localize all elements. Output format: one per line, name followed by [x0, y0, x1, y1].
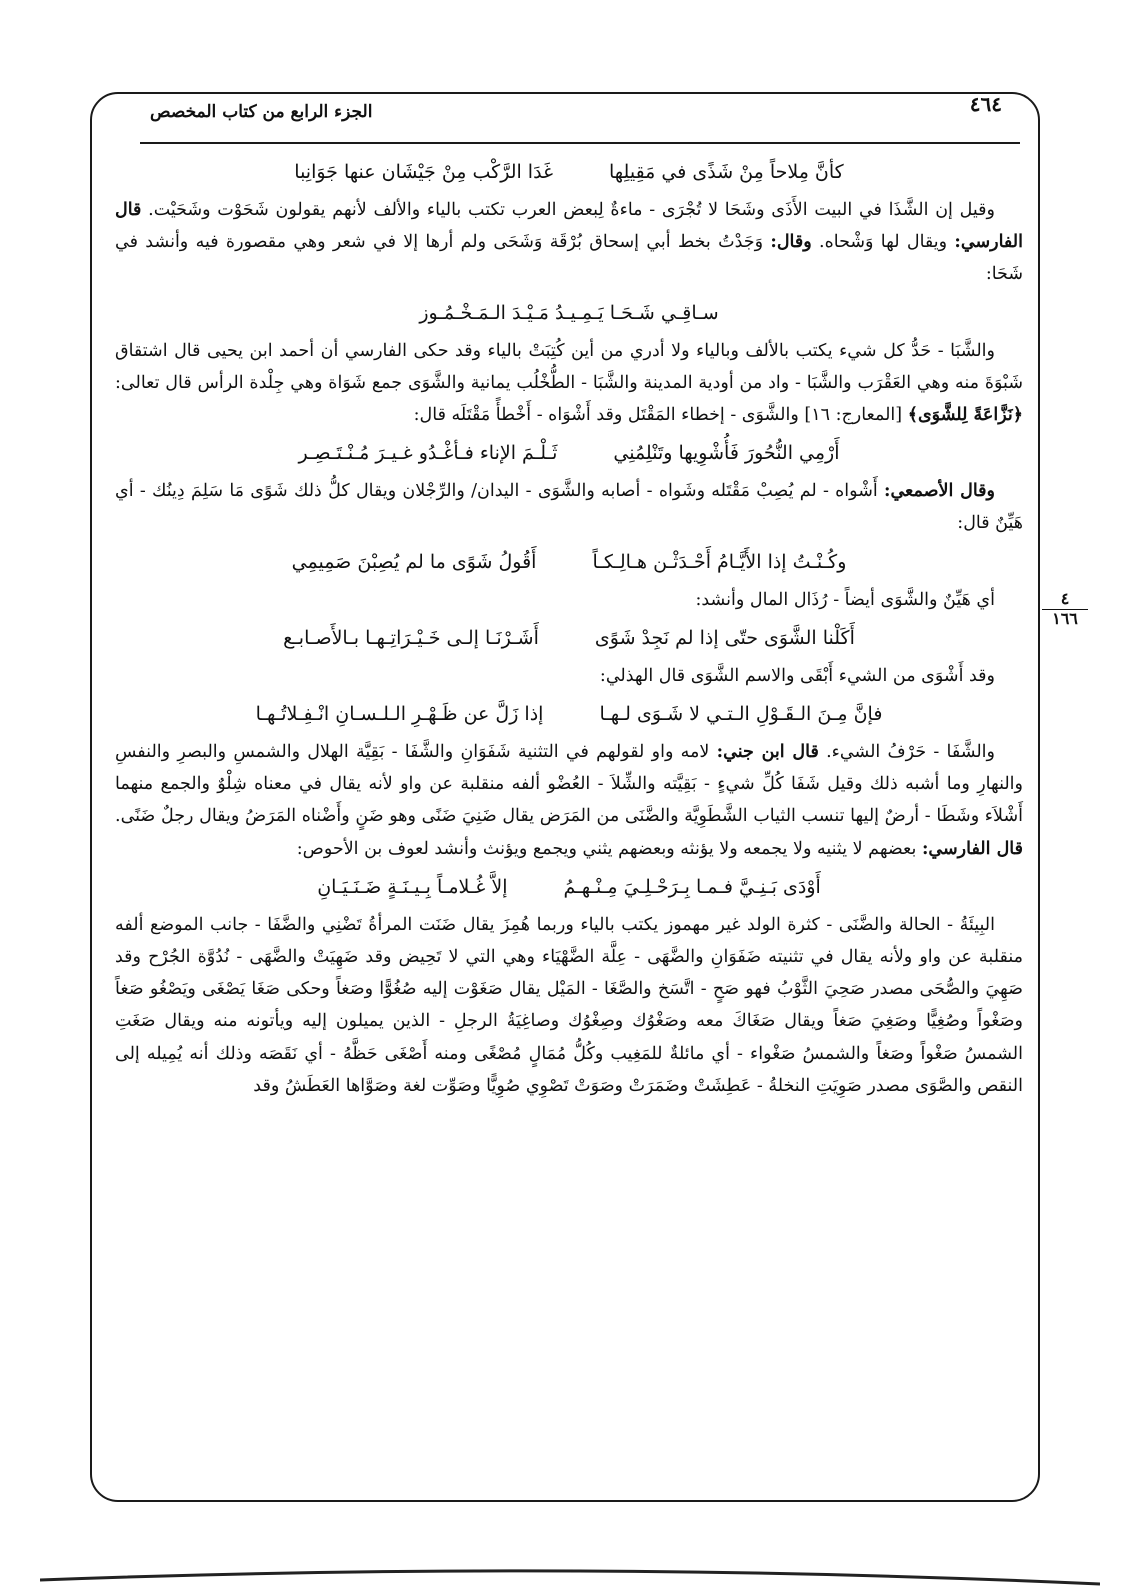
- paragraph-6-citation-ibn-jinni: قال ابن جني:: [716, 742, 819, 763]
- page-number: ٤٦٤: [969, 92, 1002, 116]
- paragraph-3: [115, 475, 1023, 539]
- paragraph-7-text: البِيئَةُ - الحالة والضَّنَى - كثرة الولد غير مهموز يكتب بالياء وربما هُمِزَ يقال ضَنَت المرأةُ تَضْنِي والضَّفَا - جانب الموضع ألفه منقلبة عن واو ولأنه يقال في تثنيته ضَفَوَانِ والضَّهَى - عِلَّة الضَّهْيَاء وهي التي لا تَحِيض وقد ضَهِيَتْ والضَّهَى - نُدُوَّة الجُرْح وقد صَهِيَ والصُّحَى مصدر صَحِيَ الثَّوْبُ فهو صَحٍ - اتَّسَخ والصَّغَا - المَيْل يقال صَغَوْت إليه صُغُوًّا وصَغاً وحكى صَغَا يَصْغَى ويَصْغُو صَغاً وصَغْواً وصُغِيًّا وصَغِيَ صَغاً ويقال صَغَاكَ معه وصَغْوُك وصِغْوُك وصاغِيَةُ الرجلِ - الذين يميلون إليه ويأتونه منه ويقال صَغَتِ الشمسُ صَغْواً وصَغاً والشمسُ صَغْواء - أي مائلةٌ للمَغِيب وكُلُّ مُمَالٍ مُصْغًى ومنه أَصْغَى حَظَّهُ - أي نَقَصَه وذلك أنه يُمِيله إلى النقص والصَّوَى مصدر صَوِيَتِ النخلةُ - عَطِشَتْ وضَمَرَتْ وصَوَتْ تَصْوِي صُوِيًّا وصَوِّت لغة وصَوَّاها العَطَشُ وقد: [115, 914, 1023, 1096]
- main-text: [115, 150, 1023, 1102]
- paragraph-6-mid: لامه واو لقولهم في التثنية شَفَوَانِ والشَّفَا - بَقِيَّة الهلال والشمسِ والبصرِ والنفسِ والنهارِ وما أشبه ذلك وقيل شَفَا كُلِّ شيءٍ - بَقِيَّته والشِّلاَ - العُضْو ألفه منقلبة عن واو لأنه يقال في معناه شِلْوٌ والجمع منهما أَشْلاَء وشَطَا - أرضٌ إليها تنسب الثياب الشَّطَوِيَّة والضَّنَى من المَرَض يقال ضَنِيَ ضَنًى وهو ضَنٍ وأَضْناه المَرَضُ ويقال رجلٌ ضَنًى.: [115, 742, 1023, 827]
- verse-5-first-hemistich: أَكَلْنا الشَّوَى حتّى إذا لم نَجِدْ شَوًى: [594, 626, 855, 649]
- verse-3-second-hemistich: ثَـلْـمَ الإناء فـأغْـدُو غـيـرَ مُـنْـتَـصِـر: [298, 442, 558, 465]
- paragraph-1-mid: ويقال لها وَشْحاه.: [819, 232, 948, 253]
- paragraph-4: [115, 584, 1023, 616]
- paragraph-1-text: وقيل إن الشَّذَا في البيت الأَذَى وشَحَا لا تُجْرَى - ماءةٌ لِبعض العرب تكتب بالياء والألف لأنهم يقولون شَحَوْت وشَحَيْت.: [148, 200, 995, 220]
- verse-1: [115, 150, 1023, 194]
- paragraph-7: [115, 909, 1023, 1102]
- page-header: [110, 92, 1030, 142]
- verse-2: [115, 291, 1023, 335]
- verse-5: [115, 616, 1023, 660]
- paragraph-5: [115, 660, 1023, 692]
- verse-5-second-hemistich: أَشَـرْنَـا إلـى خَـيْـرَاتِـهـا بـالأَصـابـع: [283, 626, 539, 649]
- running-title: الجزء الرابع من كتاب المخصص: [150, 102, 373, 122]
- verse-4-first-hemistich: وكُـنْـتُ إذا الأَيَّـامُ أَحْـدَثْـن هـالِـكـاً: [592, 550, 847, 573]
- verse-3: [115, 431, 1023, 475]
- paragraph-6-citation-farisi: قال الفارسي:: [921, 838, 1023, 859]
- paragraph-2: [115, 335, 1023, 432]
- verse-3-first-hemistich: أَرْمِي النُّحُورَ فَأُشْوِيها وتَنْلِمُنِي: [613, 442, 840, 465]
- paragraph-5-text: وقد أَشْوَى من الشيء أَبْقَى والاسم الشَّوَى قال الهذلي:: [599, 665, 995, 686]
- paragraph-2-end: [المعارج: ١٦] والشَّوَى - إخطاء المَقْتَل وقد أَشْوَاه - أَخْطأً مَقْتَلَه قال:: [413, 405, 903, 426]
- verse-2-line: سـاقِـي شَـحَـا يَـمِـيـدُ مَـيْـدَ الـمَـخْـمُـوز: [419, 301, 719, 324]
- paragraph-6-start: والشَّفَا - حَرْفُ الشيء.: [826, 742, 995, 763]
- margin-ref-volume: ٤: [1042, 590, 1088, 610]
- verse-6-second-hemistich: إذا زَلَّ عن ظَـهْـرِ الـلـسـانِ انْـفِـلاتُـهـا: [255, 703, 544, 726]
- paragraph-3-text: أَشْواه - لم يُصِبْ مَقْتَله وشَواه - أصابه والشَّوَى - اليدان/ والرِّجْلان ويقال كلُّ ذلك شَوًى مَا سَلِمَ دِينُك - أي هَيِّنٌ قال:: [115, 481, 1023, 534]
- paragraph-2-quran-quote: ﴿نَزَّاعَةً لِلشَّوَى﴾: [907, 405, 1023, 426]
- verse-7-second-hemistich: إلاَّ غُـلامـاً بِـيـنَـةٍ ضَـنَـيَـانِ: [317, 875, 508, 898]
- paragraph-1-citation-qala: وقال:: [770, 232, 812, 253]
- paragraph-2-text: والشَّبَا - حَدُّ كل شيء يكتب بالألف وبالياء ولا أدري من أين كُتِبَتْ بالياء وقد حكى الفارسي أن أحمد ابن يحيى قال اشتقاق شَبْوَةَ منه وهي العَقْرَب والشَّبَا - واد من أودية المدينة والشَّبَا - الطُّخْلُب يمانية والشَّوَى جمع شَوَاة وهي جِلْدة الرأس قال تعالى:: [115, 340, 1023, 393]
- paragraph-1-citation-farisi: قال الفارسي:: [115, 200, 1023, 253]
- margin-page-reference: [1042, 590, 1088, 628]
- paragraph-6-end: بعضهم لا يثنيه ولا يجمعه ولا يؤنثه وبعضهم يثني ويجمع ويؤنث وأنشد لعوف بن الأحوص:: [296, 838, 917, 859]
- verse-1-first-hemistich: كأنَّ مِلاحاً مِنْ شَذًى في مَقِيلِها: [609, 161, 844, 183]
- paragraph-6: [115, 736, 1023, 865]
- verse-1-second-hemistich: غَدَا الرَّكْب مِنْ جَيْشَان عنها جَوَانِبا: [294, 161, 553, 183]
- verse-4: [115, 540, 1023, 584]
- verse-6-first-hemistich: فإنَّ مِـنَ الـقَـوْلِ الـتـي لا شَـوَى لـهـا: [599, 703, 883, 726]
- scan-page-edge: [40, 1450, 1100, 1590]
- header-rule: [140, 142, 1020, 144]
- verse-4-second-hemistich: أَقُولُ شَوًى ما لم يُصِبْنَ صَمِيمِي: [291, 550, 537, 573]
- margin-ref-page: ١٦٦: [1052, 609, 1078, 628]
- paragraph-3-citation-asmai: وقال الأصمعي:: [884, 481, 995, 502]
- verse-7: [115, 865, 1023, 909]
- verse-7-first-hemistich: أَوْدَى بَـنِـيَّ فـمـا بِـرَحْـلِـيَ مِـنْـهـمُ: [563, 875, 821, 898]
- paragraph-4-text: أي هَيِّنٌ والشَّوَى أيضاً - رُذَال المال وأنشد:: [695, 589, 995, 610]
- verse-6: [115, 692, 1023, 736]
- paragraph-1-end: وَجَدْتُ بخط أبي إسحاق بُرْقَة وَشَحَى ولم أرها إلا في شعر وهي مقصورة فيه وأنشد في شَحَا:: [115, 232, 1023, 285]
- paragraph-1: [115, 194, 1023, 291]
